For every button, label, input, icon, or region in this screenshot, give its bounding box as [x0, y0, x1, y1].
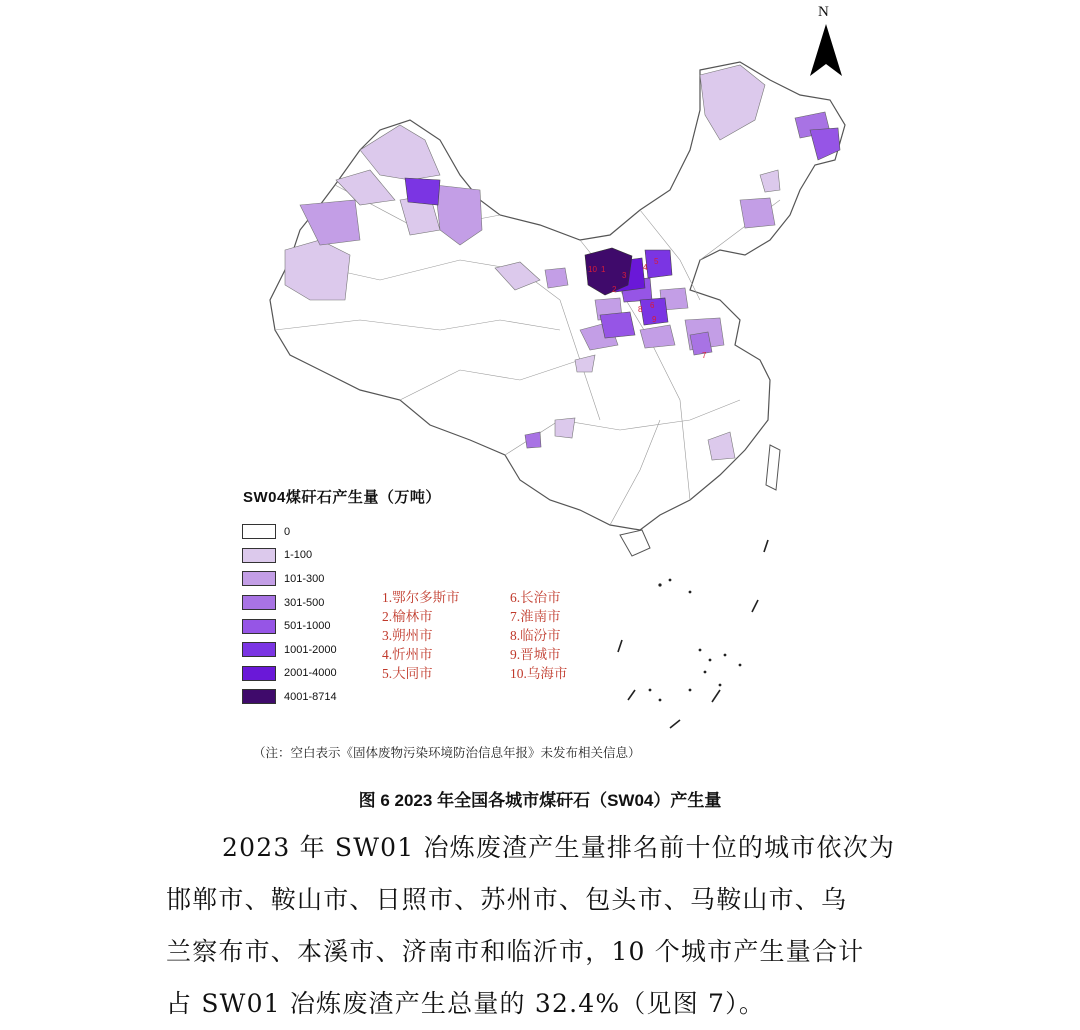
city-item: 3.朔州市: [382, 628, 433, 643]
figure-caption: 图 6 2023 年全国各城市煤矸石（SW04）产生量: [358, 791, 722, 810]
paragraph-line: 2023 年 SW01 冶炼废渣产生量排名前十位的城市依次为: [222, 833, 896, 862]
legend-swatch: [242, 689, 276, 704]
legend: [242, 520, 337, 709]
legend-item: 501-1000: [242, 614, 337, 638]
legend-swatch: [242, 642, 276, 657]
legend-item: 101-300: [242, 567, 337, 591]
legend-item: 1-100: [242, 544, 337, 568]
map-label: 8: [638, 305, 643, 314]
north-label: N: [818, 4, 829, 20]
map-label: 5: [654, 257, 659, 266]
map-label: 1: [601, 265, 606, 274]
city-item: 7.淮南市: [510, 609, 561, 624]
legend-swatch: [242, 619, 276, 634]
map-label: 6: [650, 301, 655, 310]
paragraph-line: 邯郸市、鞍山市、日照市、苏州市、包头市、马鞍山市、乌: [166, 885, 848, 914]
city-ranking-list: [382, 588, 620, 683]
legend-item: 4001-8714: [242, 685, 337, 709]
map-label: 10: [588, 265, 597, 274]
map-note: （注：空白表示《固体废物污染环境防治信息年报》未发布相关信息）: [253, 746, 641, 760]
map-label: 3: [622, 271, 627, 280]
legend-title: SW04煤矸石产生量（万吨）: [243, 489, 441, 506]
legend-item: 2001-4000: [242, 662, 337, 686]
map-label: 9: [652, 315, 657, 324]
hainan: [620, 530, 650, 556]
city-item: 6.长治市: [510, 590, 561, 605]
legend-item: 301-500: [242, 591, 337, 615]
taiwan: [766, 445, 780, 490]
city-item: 5.大同市: [382, 666, 433, 681]
legend-swatch: [242, 548, 276, 563]
paragraph-line: 占 SW01 冶炼废渣产生总量的 32.4%（见图 7）。: [166, 989, 766, 1018]
china-outline: [270, 62, 845, 530]
body-paragraph: [166, 822, 926, 1030]
legend-swatch: [242, 571, 276, 586]
city-item: 8.临汾市: [510, 628, 561, 643]
city-item: 1.鄂尔多斯市: [382, 590, 460, 605]
map-label: 7: [702, 351, 707, 360]
nine-dash-line: [618, 540, 768, 728]
legend-swatch: [242, 595, 276, 610]
legend-item: 1001-2000: [242, 638, 337, 662]
city-item: 9.晋城市: [510, 647, 561, 662]
map-label: 4: [643, 263, 648, 272]
city-item: 10.乌海市: [510, 666, 568, 681]
map-label: 2: [612, 285, 617, 294]
paragraph-line: 兰察布市、本溪市、济南市和临沂市，10 个城市产生量合计: [166, 937, 865, 966]
city-item: 2.榆林市: [382, 609, 433, 624]
legend-item: 0: [242, 520, 337, 544]
south-sea-islands: [649, 579, 742, 702]
legend-swatch: [242, 524, 276, 539]
legend-swatch: [242, 666, 276, 681]
city-item: 4.忻州市: [382, 647, 433, 662]
